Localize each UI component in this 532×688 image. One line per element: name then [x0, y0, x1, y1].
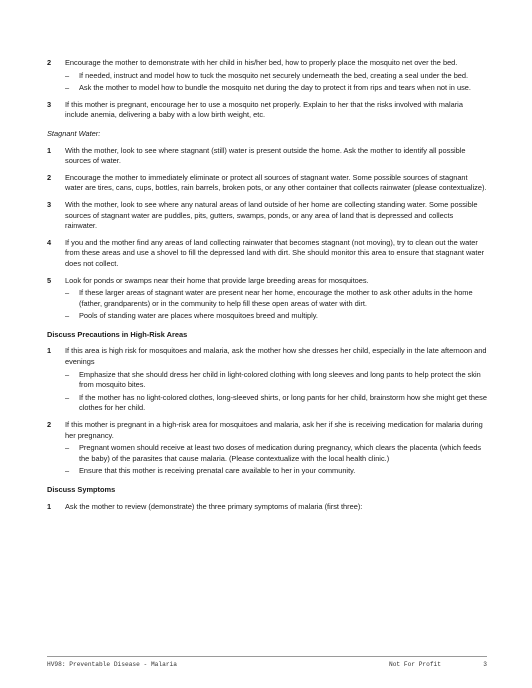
numbered-step	[47, 173, 487, 194]
sub-item-text: If the mother has no light-colored clothes, long-sleeved shirts, or long pants for her child, brainstorm how she might get these clothes for her child.	[79, 392, 487, 413]
numbered-step	[47, 346, 487, 414]
mosquito-net-steps	[47, 58, 487, 121]
dash-bullet-icon: –	[65, 369, 70, 379]
sub-item-text: Pregnant women should receive at least two doses of medication during pregnancy, which clears the placenta (which feeds the baby) of the parasites that cause malaria. (Please contextualize with the local health clinic.)	[79, 443, 482, 463]
sub-item	[65, 71, 487, 82]
step-number: 2	[47, 420, 52, 430]
dash-bullet-icon: –	[65, 466, 70, 476]
numbered-step	[47, 502, 487, 513]
step-number: 1	[47, 346, 52, 356]
step-number: 3	[47, 199, 52, 209]
footer-title: HV98: Preventable Disease - Malaria	[47, 661, 177, 668]
step-number: 2	[47, 172, 52, 182]
sub-item	[65, 83, 487, 94]
sub-list	[65, 443, 487, 477]
numbered-step	[47, 420, 487, 477]
symptoms-steps	[47, 502, 487, 513]
step-text: If this mother is pregnant, encourage her to use a mosquito net properly. Explain to her that the risks involved with malaria include anemia, delivering a baby with a low birth weight, etc.	[65, 99, 463, 120]
numbered-step	[47, 276, 487, 322]
page-footer	[47, 656, 487, 668]
step-text: Look for ponds or swamps near their home that provide large breeding areas for mosquitoes.	[65, 275, 369, 285]
step-text: If this area is high risk for mosquitoes and malaria, ask the mother how she dresses her child, especially in the late afternoon and evenings	[65, 346, 487, 367]
sub-item	[65, 288, 487, 309]
symptoms-heading: Discuss Symptoms	[47, 485, 116, 494]
dash-bullet-icon: –	[65, 443, 70, 453]
stagnant-water-steps	[47, 146, 487, 322]
step-number: 2	[47, 58, 52, 67]
dash-bullet-icon: –	[65, 288, 70, 298]
stagnant-water-heading: Stagnant Water:	[47, 128, 101, 138]
step-text: With the mother, look to see where any natural areas of land outside of her home are collecting standing water. Some possible sources of stagnant water are puddles, pits, gutters, swamps, ponds, or any area of land that is depressed and collects rainwater.	[65, 199, 478, 231]
numbered-step	[47, 58, 487, 94]
dash-bullet-icon: –	[65, 392, 70, 402]
page-content	[47, 58, 487, 518]
sub-item	[65, 370, 487, 391]
footer-not-for-profit: Not For Profit	[389, 661, 441, 668]
dash-bullet-icon: –	[65, 70, 70, 80]
step-text: Ask the mother to review (demonstrate) the three primary symptoms of malaria (first three):	[65, 501, 363, 511]
precautions-heading: Discuss Precautions in High-Risk Areas	[47, 329, 188, 339]
numbered-step	[47, 200, 487, 232]
sub-list	[65, 370, 487, 414]
numbered-step	[47, 146, 487, 167]
sub-list	[65, 71, 487, 94]
step-number: 1	[47, 501, 52, 511]
step-number: 3	[47, 99, 52, 109]
sub-item-text: Ensure that this mother is receiving prenatal care available to her in your community.	[79, 466, 356, 476]
sub-item	[65, 466, 487, 477]
step-text: If you and the mother find any areas of land collecting rainwater that becomes stagnant (not moving), try to clean out the water from these areas and use a shovel to fill the depressed land with dirt. She should monitor this area to ensure that stagnant water does not collect.	[65, 237, 485, 268]
sub-item-text: If needed, instruct and model how to tuck the mosquito net securely underneath the bed, creating a seal under the bed.	[79, 70, 469, 80]
sub-item	[65, 393, 487, 414]
sub-item	[65, 443, 487, 464]
sub-item-text: If these larger areas of stagnant water are present near her home, encourage the mother to ask other adults in the home (father, grandparents) or in the community to help fill these open areas of water with dirt.	[79, 288, 473, 308]
step-text: If this mother is pregnant in a high-risk area for mosquitoes and malaria, ask her if she is receiving medication for malaria during her pregnancy.	[65, 420, 483, 440]
page-number: 3	[483, 661, 487, 668]
numbered-step	[47, 238, 487, 270]
step-number: 1	[47, 145, 52, 155]
sub-list	[65, 288, 487, 322]
dash-bullet-icon: –	[65, 83, 70, 93]
numbered-step	[47, 100, 487, 121]
dash-bullet-icon: –	[65, 311, 70, 321]
step-text: Encourage the mother to immediately eliminate or protect all sources of stagnant water. Some possible sources of stagnant water are tires, cans, cups, bottles, rain barrels, broken pots, or any other container that collects rainwater (please contextualize).	[65, 172, 487, 193]
step-text: With the mother, look to see where stagnant (still) water is present outside the home. Ask the mother to identify all possible sources of water.	[65, 145, 466, 166]
sub-item	[65, 311, 487, 322]
step-number: 4	[47, 237, 52, 247]
sub-item-text: Ask the mother to model how to bundle the mosquito net during the day to protect it from rips and tears when not in use.	[79, 83, 471, 93]
sub-item-text: Pools of standing water are places where mosquitoes breed and multiply.	[79, 311, 318, 321]
sub-item-text: Emphasize that she should dress her child in light-colored clothing with long sleeves and long pants to help protect the skin from mosquito bites.	[79, 369, 481, 390]
step-number: 5	[47, 275, 52, 285]
precautions-steps	[47, 346, 487, 477]
step-text: Encourage the mother to demonstrate with her child in his/her bed, how to properly place the mosquito net over the bed.	[65, 58, 458, 67]
